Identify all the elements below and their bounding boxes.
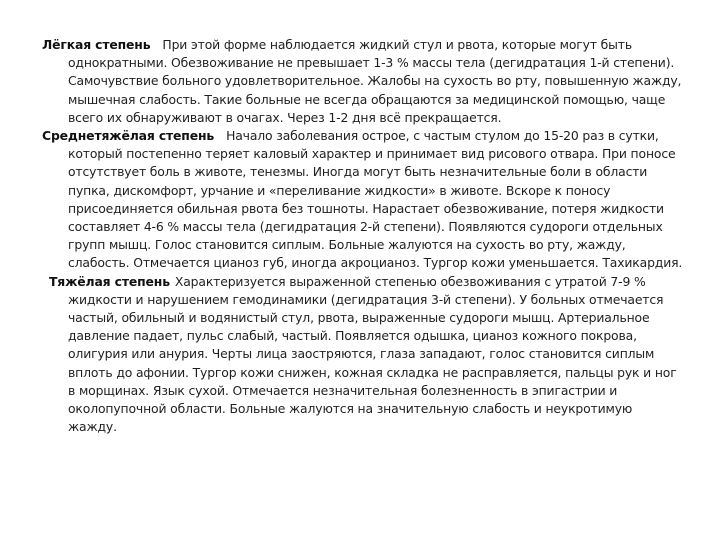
body-moderate: Начало заболевания острое, с частым стулом до 15-20 раз в сутки, который постепенно теряет каловый характер и принимает вид рисового отвара. При поносе отсутствует боль в животе, тенезмы. Иногда могут быть незначительные боли в области пупка, дискомфорт, урчание и «переливание жидкости» в животе. Вскоре к поносу присоединяется обильная рвота без тошноты. Нарастает обезвоживание, потеря жидкости составляет 4-6 % массы тела (дегидратация 2-й степени). Появляются судороги отдельных групп мышц. Голос становится сиплым. Больные жалуются на сухость во рту, жажду, слабость. Отмечается цианоз губ, иногда акроцианоз. Тургор кожи уменьшается. Тахикардия. [68, 128, 683, 271]
section-severe [42, 273, 684, 437]
text-block [42, 36, 684, 436]
body-mild: При этой форме наблюдается жидкий стул и рвота, которые могут быть однократными. Обезвоживание не превышает 1-3 % массы тела (дегидратация 1-й степени). Самочувствие больного удовлетворительное. Жалобы на сухость во рту, повышенную жажду, мышечная слабость. Такие больные не всегда обращаются за медицинской помощью, чаще всего их обнаруживают в очагах. Через 1-2 дня всё прекращается. [68, 37, 682, 125]
section-moderate [42, 127, 684, 273]
body-severe: Характеризуется выраженной степенью обезвоживания с утратой 7-9 % жидкости и нарушением гемодинамики (дегидратация 3-й степени). У больных отмечается частый, обильный и водянистый стул, рвота, выраженные судороги мышц. Артериальное давление падает, пульс слабый, частый. Появляется одышка, цианоз кожного покрова, олигурия или анурия. Черты лица заостряются, глаза западают, голос становится сиплым вплоть до афонии. Тургор кожи снижен, кожная складка не расправляется, пальцы рук и ног в морщинах. Язык сухой. Отмечается незначительная болезненность в эпигастрии и околопупочной области. Больные жалуются на значительную слабость и неукротимую жажду. [68, 273, 677, 435]
heading-severe: Тяжёлая степень [49, 273, 170, 289]
heading-mild: Лёгкая степень [42, 37, 151, 52]
section-mild [42, 36, 684, 127]
heading-moderate: Среднетяжёлая степень [42, 128, 215, 144]
